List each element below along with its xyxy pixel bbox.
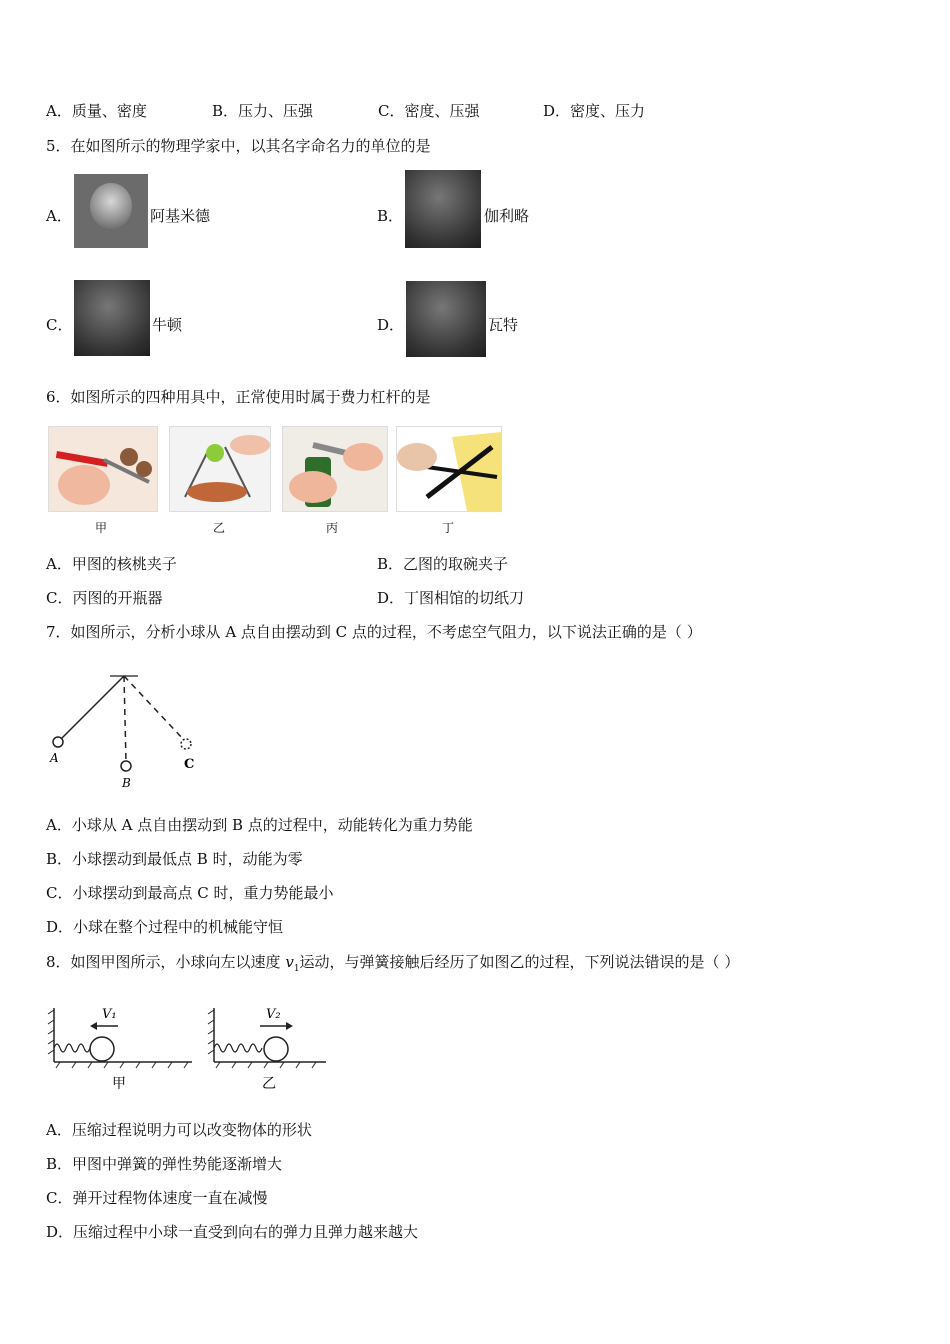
q6-option-d: D．丁图相馆的切纸刀 [377, 589, 525, 607]
q8-option-a: A．压缩过程说明力可以改变物体的形状 [46, 1121, 312, 1139]
q5-option-b-letter: B． [377, 207, 404, 225]
q7-option-d: D．小球在整个过程中的机械能守恒 [46, 918, 284, 936]
q5-option-d-name: 瓦特 [488, 316, 519, 334]
q5-stem: 5．在如图所示的物理学家中，以其名字命名力的单位的是 [46, 137, 431, 155]
walnut-cracker-image [48, 426, 158, 512]
watt-portrait [406, 281, 486, 357]
q5-option-d-letter: D． [377, 316, 405, 334]
fig-label-yi: 乙 [262, 1076, 276, 1092]
paper-cutter-image [396, 426, 502, 512]
caption-ding: 丁 [442, 521, 455, 535]
q4-option-b: B．压力、压强 [212, 102, 314, 120]
q7-stem: 7．如图所示，分析小球从 A 点自由摆动到 C 点的过程，不考虑空气阻力，以下说法正确的是（ ） [46, 623, 702, 641]
q8-option-b: B．甲图中弹簧的弹性势能逐渐增大 [46, 1155, 283, 1173]
q4-option-d: D．密度、压力 [543, 102, 646, 120]
q4-option-a: A．质量、密度 [46, 102, 147, 120]
label-c: C [184, 757, 195, 772]
galileo-portrait [405, 170, 481, 248]
q5-option-a-letter: A． [46, 207, 72, 225]
newton-portrait [74, 280, 150, 356]
q5-option-c-letter: C． [46, 316, 73, 334]
q5-option-b-name: 伽利略 [484, 207, 530, 225]
caption-bing: 丙 [326, 521, 339, 535]
fig-label-jia: 甲 [112, 1076, 126, 1092]
archimedes-portrait [74, 174, 148, 248]
label-b: B [122, 776, 131, 790]
q7-option-b: B．小球摆动到最低点 B 时，动能为零 [46, 850, 303, 868]
q5-option-c-name: 牛顿 [152, 316, 183, 334]
v1-label: V₁ [102, 1007, 117, 1022]
q8-stem: 8．如图甲图所示，小球向左以速度 $v_1$运动，与弹簧接触后经历了如图乙的过程，下列说法错误的是（ ） [46, 953, 740, 974]
caption-jia: 甲 [95, 521, 108, 535]
q7-option-c: C．小球摆动到最高点 C 时，重力势能最小 [46, 884, 334, 902]
v2-label: V₂ [266, 1007, 281, 1022]
q8-option-c: C．弹开过程物体速度一直在减慢 [46, 1189, 268, 1207]
q4-option-c: C．密度、压强 [378, 102, 480, 120]
bowl-clamp-image [169, 426, 271, 512]
q6-option-a: A．甲图的核桃夹子 [46, 555, 177, 573]
q8-option-d: D．压缩过程中小球一直受到向右的弹力且弹力越来越大 [46, 1223, 419, 1241]
label-a: A [50, 751, 59, 765]
pendulum-diagram [46, 664, 206, 790]
bottle-opener-image [282, 426, 388, 512]
q6-option-b: B．乙图的取碗夹子 [377, 555, 509, 573]
caption-yi: 乙 [213, 521, 226, 535]
q6-option-c: C．丙图的开瓶器 [46, 589, 163, 607]
q5-option-a-name: 阿基米德 [150, 207, 211, 225]
q7-option-a: A．小球从 A 点自由摆动到 B 点的过程中，动能转化为重力势能 [46, 816, 473, 834]
q6-stem: 6．如图所示的四种用具中，正常使用时属于费力杠杆的是 [46, 388, 431, 406]
spring-diagram [46, 1000, 336, 1096]
